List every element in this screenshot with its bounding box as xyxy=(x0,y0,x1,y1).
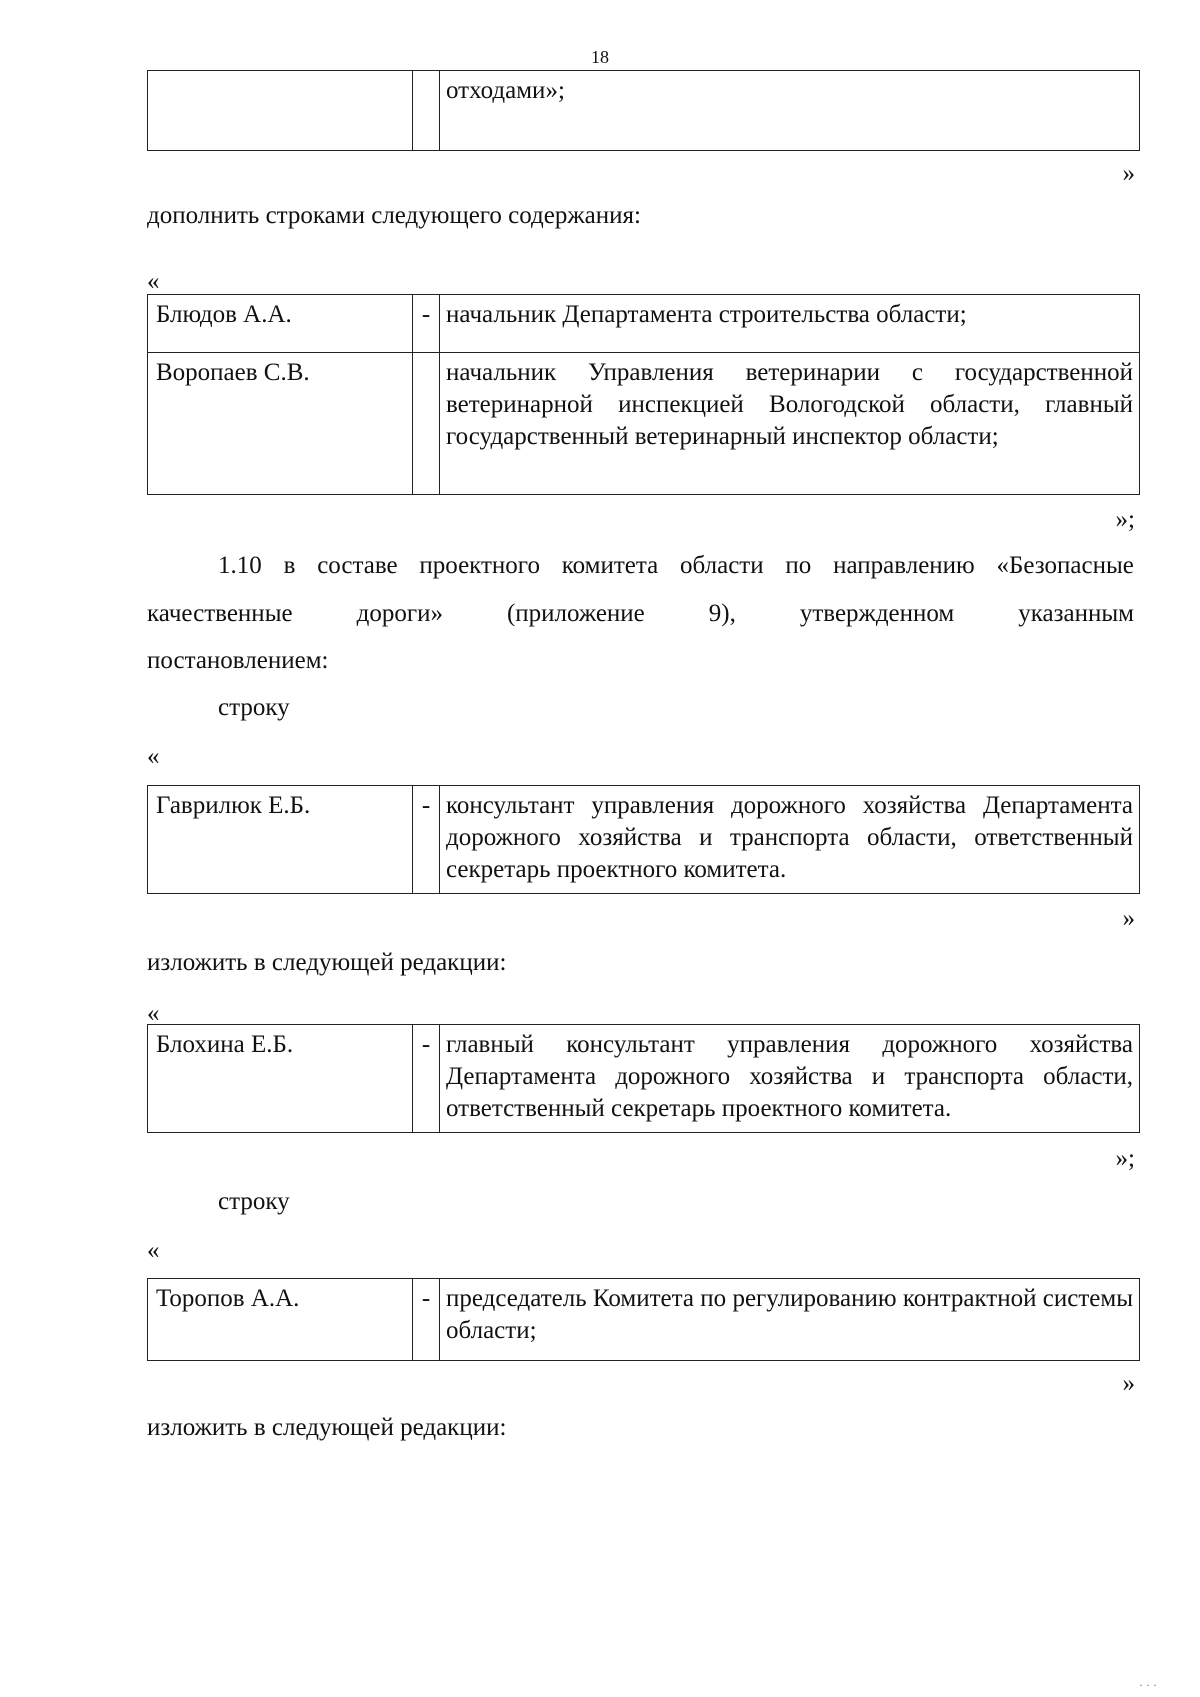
table-row xyxy=(148,71,1140,151)
member-dash xyxy=(413,71,440,151)
member-name: Блюдов А.А. xyxy=(148,295,413,353)
word: утвержденном xyxy=(799,600,955,627)
table-row xyxy=(148,295,1140,353)
table-row xyxy=(148,353,1140,495)
word: качественные xyxy=(147,600,293,627)
table-toropov xyxy=(147,1278,1140,1361)
member-dash: - xyxy=(413,1025,440,1133)
table-added-members xyxy=(147,294,1140,495)
text-line-word: строку xyxy=(218,1188,290,1215)
word: указанным xyxy=(1018,600,1134,627)
paragraph-1-10-line-3: постановлением: xyxy=(147,647,329,674)
text-supplement: дополнить строками следующего содержания: xyxy=(147,202,641,229)
opening-quote: « xyxy=(147,1237,160,1264)
closing-quote: » xyxy=(1122,160,1135,187)
member-name xyxy=(148,71,413,151)
paragraph-1-10-line-1 xyxy=(218,550,1134,581)
member-description: председатель Комитета по регулированию контрактной системы области; xyxy=(440,1279,1140,1361)
word: 9), xyxy=(708,600,736,627)
member-dash xyxy=(413,353,440,495)
closing-quote: » xyxy=(1122,1370,1135,1397)
member-name: Воропаев С.В. xyxy=(148,353,413,495)
word: «Безопасные xyxy=(996,552,1134,579)
word: дороги» xyxy=(356,600,443,627)
table-row xyxy=(148,786,1140,894)
member-description: начальник Управления ветеринарии с государственной ветеринарной инспекцией Вологодской области, главный государственный ветеринарный инспектор области; xyxy=(440,353,1140,495)
member-dash: - xyxy=(413,295,440,353)
scan-corner-mark: ··· xyxy=(1139,1678,1160,1692)
member-description: начальник Департамента строительства области; xyxy=(440,295,1140,353)
opening-quote: « xyxy=(147,1000,160,1027)
word: проектного xyxy=(419,552,540,579)
member-name: Гаврилюк Е.Б. xyxy=(148,786,413,894)
member-dash: - xyxy=(413,1279,440,1361)
table-continuation xyxy=(147,70,1140,151)
table-row xyxy=(148,1279,1140,1361)
opening-quote: « xyxy=(147,743,160,770)
word: по xyxy=(785,552,812,579)
member-description: отходами»; xyxy=(440,71,1140,151)
table-row xyxy=(148,1025,1140,1133)
word: 1.10 xyxy=(218,552,262,579)
member-dash: - xyxy=(413,786,440,894)
text-restate: изложить в следующей редакции: xyxy=(147,949,507,976)
page-number: 18 xyxy=(591,47,609,67)
text-restate: изложить в следующей редакции: xyxy=(147,1414,507,1441)
word: области xyxy=(680,552,764,579)
table-new-secretary xyxy=(147,1024,1140,1133)
closing-quote: »; xyxy=(1115,1145,1135,1172)
member-description: главный консультант управления дорожного хозяйства Департамента дорожного хозяйства и транспорта области, ответственный секретарь проектного комитета. xyxy=(440,1025,1140,1133)
word: в xyxy=(283,552,296,579)
table-old-secretary xyxy=(147,785,1140,894)
word: составе xyxy=(317,552,398,579)
word: (приложение xyxy=(506,600,645,627)
closing-quote: »; xyxy=(1115,506,1135,533)
word: направлению xyxy=(833,552,975,579)
member-name: Торопов А.А. xyxy=(148,1279,413,1361)
paragraph-1-10-line-2 xyxy=(147,598,1134,629)
text-line-word: строку xyxy=(218,694,290,721)
closing-quote: » xyxy=(1122,905,1135,932)
member-description: консультант управления дорожного хозяйства Департамента дорожного хозяйства и транспорта области, ответственный секретарь проектного комитета. xyxy=(440,786,1140,894)
member-name: Блохина Е.Б. xyxy=(148,1025,413,1133)
opening-quote: « xyxy=(147,268,160,295)
word: комитета xyxy=(561,552,659,579)
